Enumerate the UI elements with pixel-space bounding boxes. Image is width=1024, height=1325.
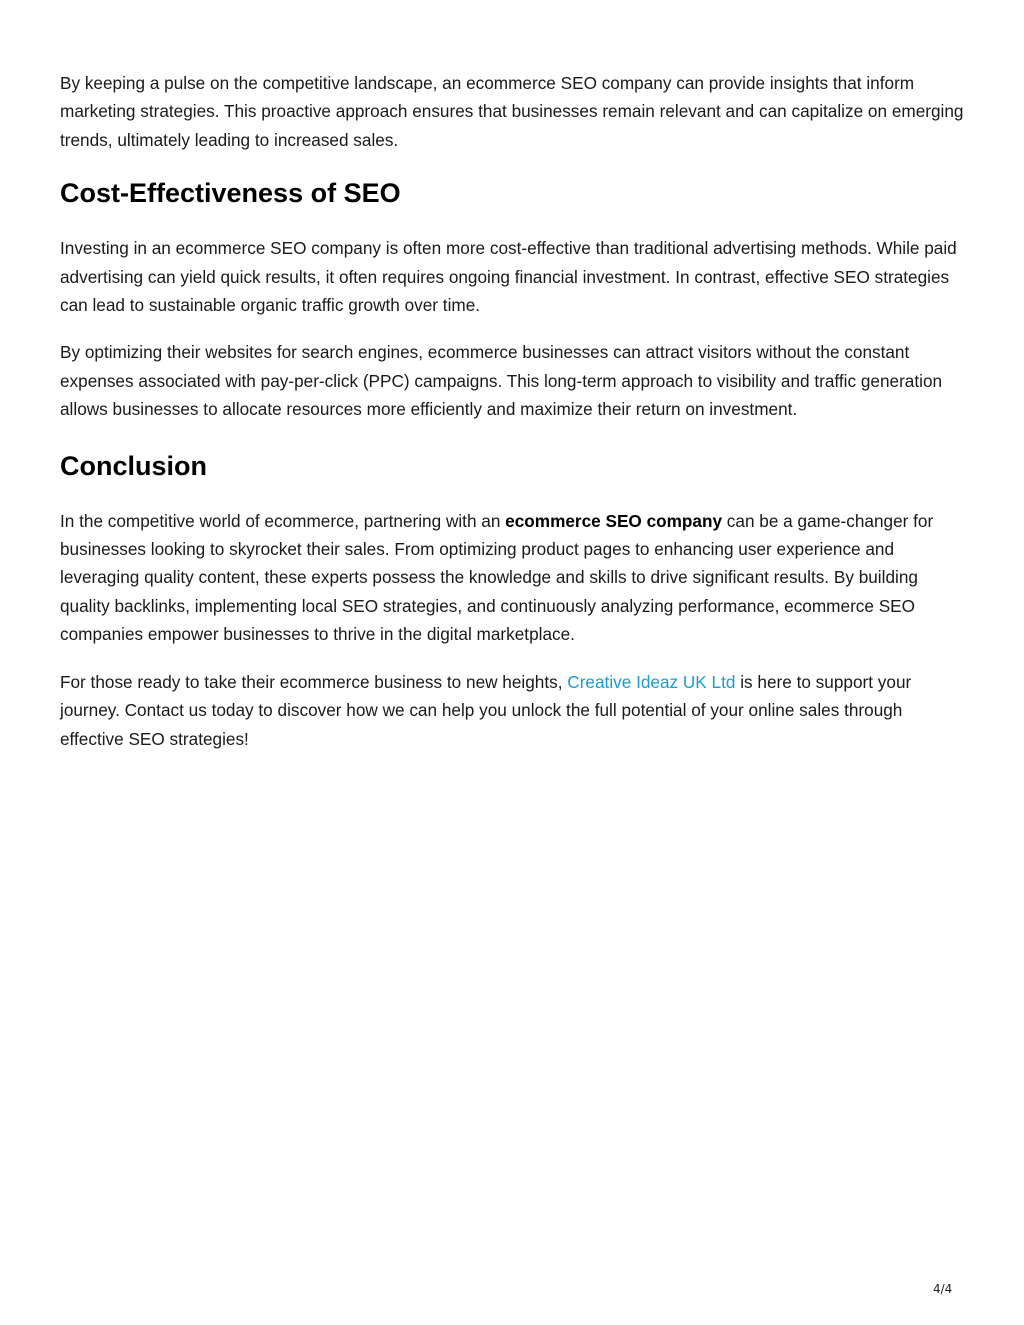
cost-effectiveness-heading: Cost-Effectiveness of SEO (60, 178, 401, 209)
conclusion-paragraph-1 (60, 507, 964, 649)
keyword-ecommerce-seo-company: ecommerce SEO company (505, 510, 723, 531)
cost-paragraph-1: Investing in an ecommerce SEO company is often more cost-effective than traditional advertising methods. While paid advertising can yield quick results, it often requires ongoing financial investment. In contrast, effective SEO strategies can lead to sustainable organic traffic growth over time. (60, 238, 957, 316)
document-body (60, 69, 964, 772)
cta-text-after: is here to support your journey. Contact us today to discover how we can help you unlock the full potential of your online sales through effective SEO strategies! (60, 671, 912, 749)
page-number: 4/4 (933, 1282, 953, 1296)
creative-ideaz-link[interactable]: Creative Ideaz UK Ltd (567, 671, 736, 692)
conclusion-paragraph-2 (60, 668, 964, 753)
intro-paragraph: By keeping a pulse on the competitive landscape, an ecommerce SEO company can provide insights that inform marketing strategies. This proactive approach ensures that businesses remain relevant and can capitalize on emerging trends, ultimately leading to increased sales. (60, 73, 964, 150)
cta-text-before: For those ready to take their ecommerce business to new heights, (60, 671, 568, 692)
conclusion-heading: Conclusion (60, 450, 207, 481)
conclusion-text-before: In the competitive world of ecommerce, partnering with an (60, 510, 506, 531)
cost-paragraph-2: By optimizing their websites for search engines, ecommerce businesses can attract visitors without the constant expenses associated with pay-per-click (PPC) campaigns. This long-term approach to visibility and traffic generation allows businesses to allocate resources more efficiently and maximize their return on investment. (60, 342, 943, 420)
conclusion-text-after: can be a game-changer for businesses looking to skyrocket their sales. From optimizing product pages to enhancing user experience and leveraging quality content, these experts possess the knowledge and skills to drive significant results. By building quality backlinks, implementing local SEO strategies, and continuously analyzing performance, ecommerce SEO companies empower businesses to thrive in the digital marketplace. (60, 510, 934, 645)
